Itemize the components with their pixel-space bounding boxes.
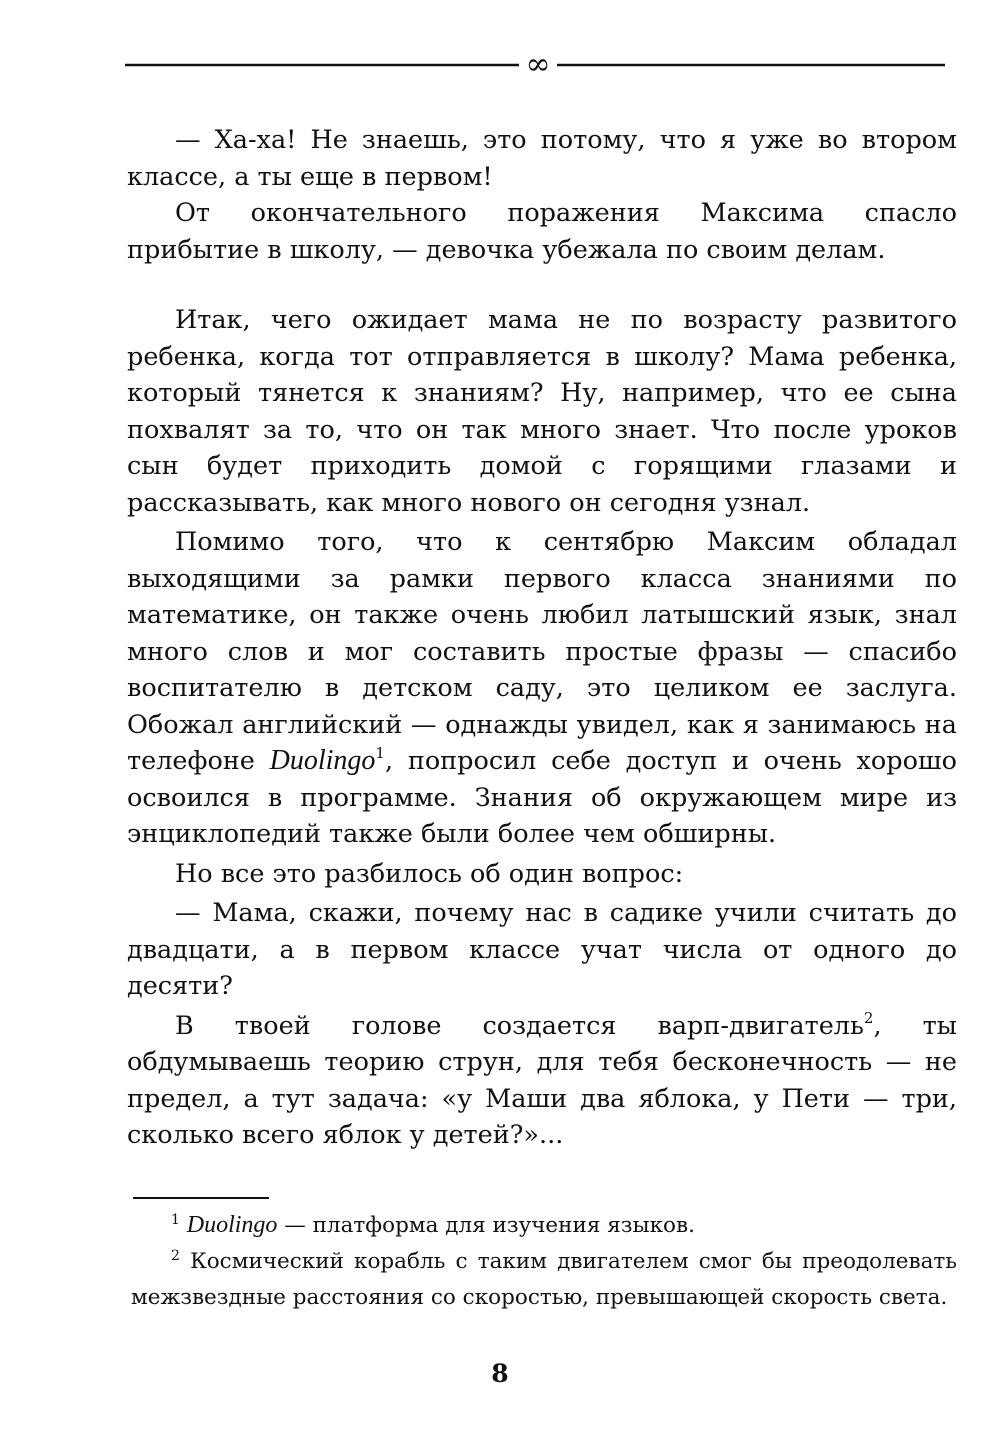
paragraph: — Ха-ха! Не знаешь, это потому, что я уже во втором классе, а ты еще в первом! xyxy=(127,125,957,192)
page-number: 8 xyxy=(491,1359,509,1388)
opening-dialogue xyxy=(127,122,957,268)
footnote-text: Космический корабль с таким двигателем смог бы преодолевать межзвездные расстояния со скоростью, превышающей скорость света. xyxy=(131,1249,957,1310)
paragraph xyxy=(127,524,957,853)
paragraph: От окончательного поражения Максима спасло прибытие в школу, — девочка убежала по своим делам. xyxy=(127,198,957,265)
footnote-term: Duolingo xyxy=(186,1212,278,1238)
paragraph xyxy=(127,1008,957,1154)
infinity-icon: ∞ xyxy=(525,52,551,76)
text-run: , ты обдумываешь теорию струн, для тебя бесконечность — не предел, а тут задача: «у Маши два яблока, у Пети — три, сколько всего яблок у детей?»... xyxy=(127,1010,957,1150)
footnote-separator xyxy=(133,1197,269,1199)
paragraph: Итак, чего ожидает мама не по возрасту развитого ребенка, когда тот отправляется в школу? Мама ребенка, который тянется к знаниям? Ну, например, что ее сына похвалят за то, что он так много знает. Что после уроков сын будет приходить домой с горящими глазами и рассказывать, как много нового он сегодня узнал. xyxy=(127,305,957,518)
footnote-1 xyxy=(131,1207,957,1244)
paragraph: Но все это разбилось об один вопрос: xyxy=(175,858,684,889)
paragraph: — Мама, скажи, почему нас в садике учили считать до двадцати, а в первом классе учат числа от одного до десяти? xyxy=(127,898,957,1001)
infinity-ornament xyxy=(125,52,945,76)
footnote-number: 2 xyxy=(171,1248,180,1264)
footnote-ref-2[interactable]: 2 xyxy=(863,1008,874,1027)
footnote-number: 1 xyxy=(171,1212,180,1228)
footnotes xyxy=(131,1207,957,1316)
text-run: В твоей голове создается варп-двигатель xyxy=(175,1010,864,1041)
footnote-2 xyxy=(131,1244,957,1316)
text-run: Помимо того, что к сентябрю Максим обладал выходящими за рамки первого класса знаниями по математике, он также очень любил латышский язык, знал много слов и мог составить простые фразы — спасибо воспитателю в детском саду, это целиком ее заслуга. Обожал английский — однажды увидел, как я занимаюсь на телефоне xyxy=(127,527,957,776)
main-text xyxy=(127,302,957,1154)
footnote-ref-1[interactable]: 1 xyxy=(375,744,385,762)
text-run: , попросил себе доступ и очень хорошо освоился в программе. Знания об окружающем мире из энциклопедий также были более чем обширны. xyxy=(127,746,957,849)
duolingo-term: Duolingo xyxy=(269,745,376,776)
footnote-text: — платформа для изучения языков. xyxy=(277,1213,695,1238)
